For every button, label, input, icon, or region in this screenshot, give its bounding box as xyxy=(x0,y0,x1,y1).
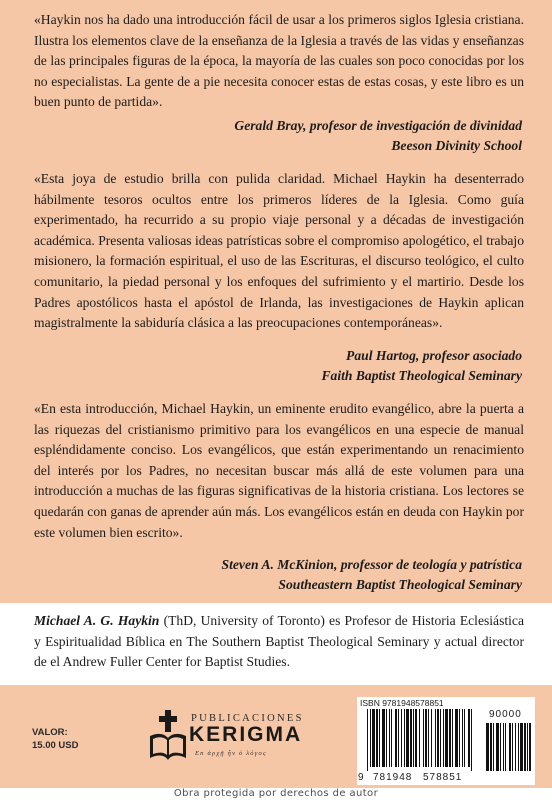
barcode-bar xyxy=(449,709,451,767)
barcode-bar xyxy=(431,709,432,767)
barcode-addon-bar xyxy=(527,723,528,771)
barcode-bar xyxy=(415,709,417,767)
barcode-digits-group2: 578851 xyxy=(423,772,463,783)
publisher-line1: PUBLICACIONES xyxy=(191,713,304,724)
barcode-addon-digits: 90000 xyxy=(489,709,522,720)
publisher-name: KERIGMA xyxy=(189,723,303,746)
endorsement-attribution-3 xyxy=(32,555,522,595)
isbn-barcode xyxy=(357,697,535,785)
endorsement-quote-1: «Haykin nos ha dado una introducción fácil de usar a los primeros siglos Iglesia cristiana. Ilustra los elementos clave de la enseñanza de la Iglesia a través de las vidas y enseñanzas de las principales figuras de la época, la mayoría de las cuales son poco conocidas por los no especialistas. La gente de a pie necesita conocer estas de estas cosas, y este libro es un buen punto de partida». xyxy=(34,12,524,110)
endorser-institution-2: Faith Baptist Theological Seminary xyxy=(321,368,522,383)
publisher-tagline: En ἀρχῇ ἦν ὁ λόγος xyxy=(195,750,267,757)
barcode-bar xyxy=(401,709,402,767)
barcode-addon-bar xyxy=(493,723,494,771)
endorser-institution-3: Southeastern Baptist Theological Seminary xyxy=(278,577,522,592)
barcode-bar xyxy=(370,709,371,767)
author-bio-description: (ThD, University of Toronto) es Profesor de Historia Eclesiástica y Espiritualidad Bíblica en The Southern Baptist Theological Seminary y actual director de el Andrew Fuller Center for Baptist Studies. xyxy=(34,613,524,669)
author-bio xyxy=(0,603,552,685)
open-bible-icon xyxy=(148,708,188,764)
barcode-addon-bar xyxy=(505,723,506,771)
price-label xyxy=(32,726,78,752)
endorsement-attribution-1 xyxy=(32,116,522,156)
barcode-bar xyxy=(452,709,453,767)
barcode-addon-bar xyxy=(500,723,501,771)
barcode-addon-bar xyxy=(512,723,513,771)
endorser-name-1: Gerald Bray, profesor de investigación de divinidad xyxy=(234,118,522,133)
author-name: Michael A. G. Haykin xyxy=(34,613,160,628)
barcode-bar xyxy=(462,709,463,767)
barcode-bar xyxy=(389,709,390,767)
barcode-addon-bar xyxy=(509,723,511,771)
barcode-bar xyxy=(410,709,412,767)
barcode-bar xyxy=(413,709,414,767)
barcode-addon-bar xyxy=(515,723,516,771)
price-caption: VALOR: xyxy=(32,727,68,738)
barcode-bar xyxy=(471,709,472,771)
barcode-addon-bar xyxy=(529,723,531,771)
barcode-bar xyxy=(435,709,436,767)
barcode-bar xyxy=(379,709,380,767)
barcode-bar xyxy=(367,709,368,771)
endorsement-attribution-2 xyxy=(32,346,522,386)
barcode-digit-first: 9 xyxy=(358,772,365,783)
barcode-bar xyxy=(459,709,460,767)
endorser-institution-1: Beeson Divinity School xyxy=(391,138,522,153)
barcode-bar xyxy=(391,709,392,767)
barcode-addon-bar xyxy=(524,723,526,771)
barcode-addon-bar xyxy=(486,723,489,771)
barcode-bar xyxy=(376,709,378,767)
barcode-bar xyxy=(425,709,427,767)
barcode-bar xyxy=(455,709,458,767)
barcode-bar xyxy=(464,709,465,767)
endorser-name-2: Paul Hartog, profesor asociado xyxy=(346,348,522,363)
barcode-bar xyxy=(398,709,399,767)
barcode-addon-bar xyxy=(496,723,499,771)
barcode-addon-bar xyxy=(520,723,523,771)
isbn-number: ISBN 9781948578851 xyxy=(360,698,444,708)
barcode-bar xyxy=(406,709,409,767)
publisher-logo xyxy=(148,708,338,764)
barcode-bar xyxy=(428,709,429,767)
barcode-addon-bar xyxy=(490,723,492,771)
barcode-bar xyxy=(386,709,387,767)
endorsement-quote-3: «En esta introducción, Michael Haykin, un eminente erudito evangélico, abre la puerta a las riquezas del cristianismo primitivo para los evangélicos en una especie de manual espléndidamente conciso. Los evangélicos, que están experimentando un renacimiento del interés por los Padres, no necesitan buscar más allá de este volumen para una introducción a muchas de las figuras significativas de la historia cristiana. Los lectores se quedarán con ganas de aprender aún más. Los evangélicos están en deuda con Haykin por este volumen bien escrito». xyxy=(34,401,524,540)
barcode-bar xyxy=(404,709,405,767)
author-bio-text xyxy=(34,611,524,673)
barcode-bar xyxy=(382,709,385,767)
copyright-watermark: Obra protegida por derechos de autor xyxy=(173,788,379,799)
barcode-bar xyxy=(468,709,470,767)
barcode-bar xyxy=(419,709,420,767)
barcode-bar xyxy=(440,709,441,767)
barcode-bar xyxy=(423,709,424,767)
price-value: 15.00 USD xyxy=(32,740,79,751)
barcode-bar xyxy=(395,709,397,767)
endorsement-quote-2: «Esta joya de estudio brilla con pulida claridad. Michael Haykin ha desenterrado hábilmente tesoros ocultos entre los primeros líderes de la Iglesia. Como guía experimentado, ha recurrido a su propio viaje personal y a décadas de investigación académica. Presenta valiosas ideas patrísticas sobre el compromiso apologético, el trabajo misionero, la formación espiritual, el uso de las Escrituras, el discurso teológico, el culto comunitario, la piedad personal y los enfoques del sufrimiento y el martirio. Desde los Padres apostólicos hasta el apóstol de Irlanda, las investigaciones de Haykin aplican magistralmente la sabiduría clásica a las preocupaciones contemporáneas». xyxy=(34,171,524,331)
barcode-bar xyxy=(437,709,439,767)
barcode-digits-group1: 781948 xyxy=(373,772,413,783)
barcode-bar xyxy=(443,709,444,767)
barcode-addon-bar xyxy=(503,723,504,771)
barcode-bar xyxy=(372,709,375,767)
barcode-bar xyxy=(445,709,448,767)
barcode-addon-bar xyxy=(518,723,519,771)
endorser-name-3: Steven A. McKinion, professor de teología y patrística xyxy=(221,557,522,572)
